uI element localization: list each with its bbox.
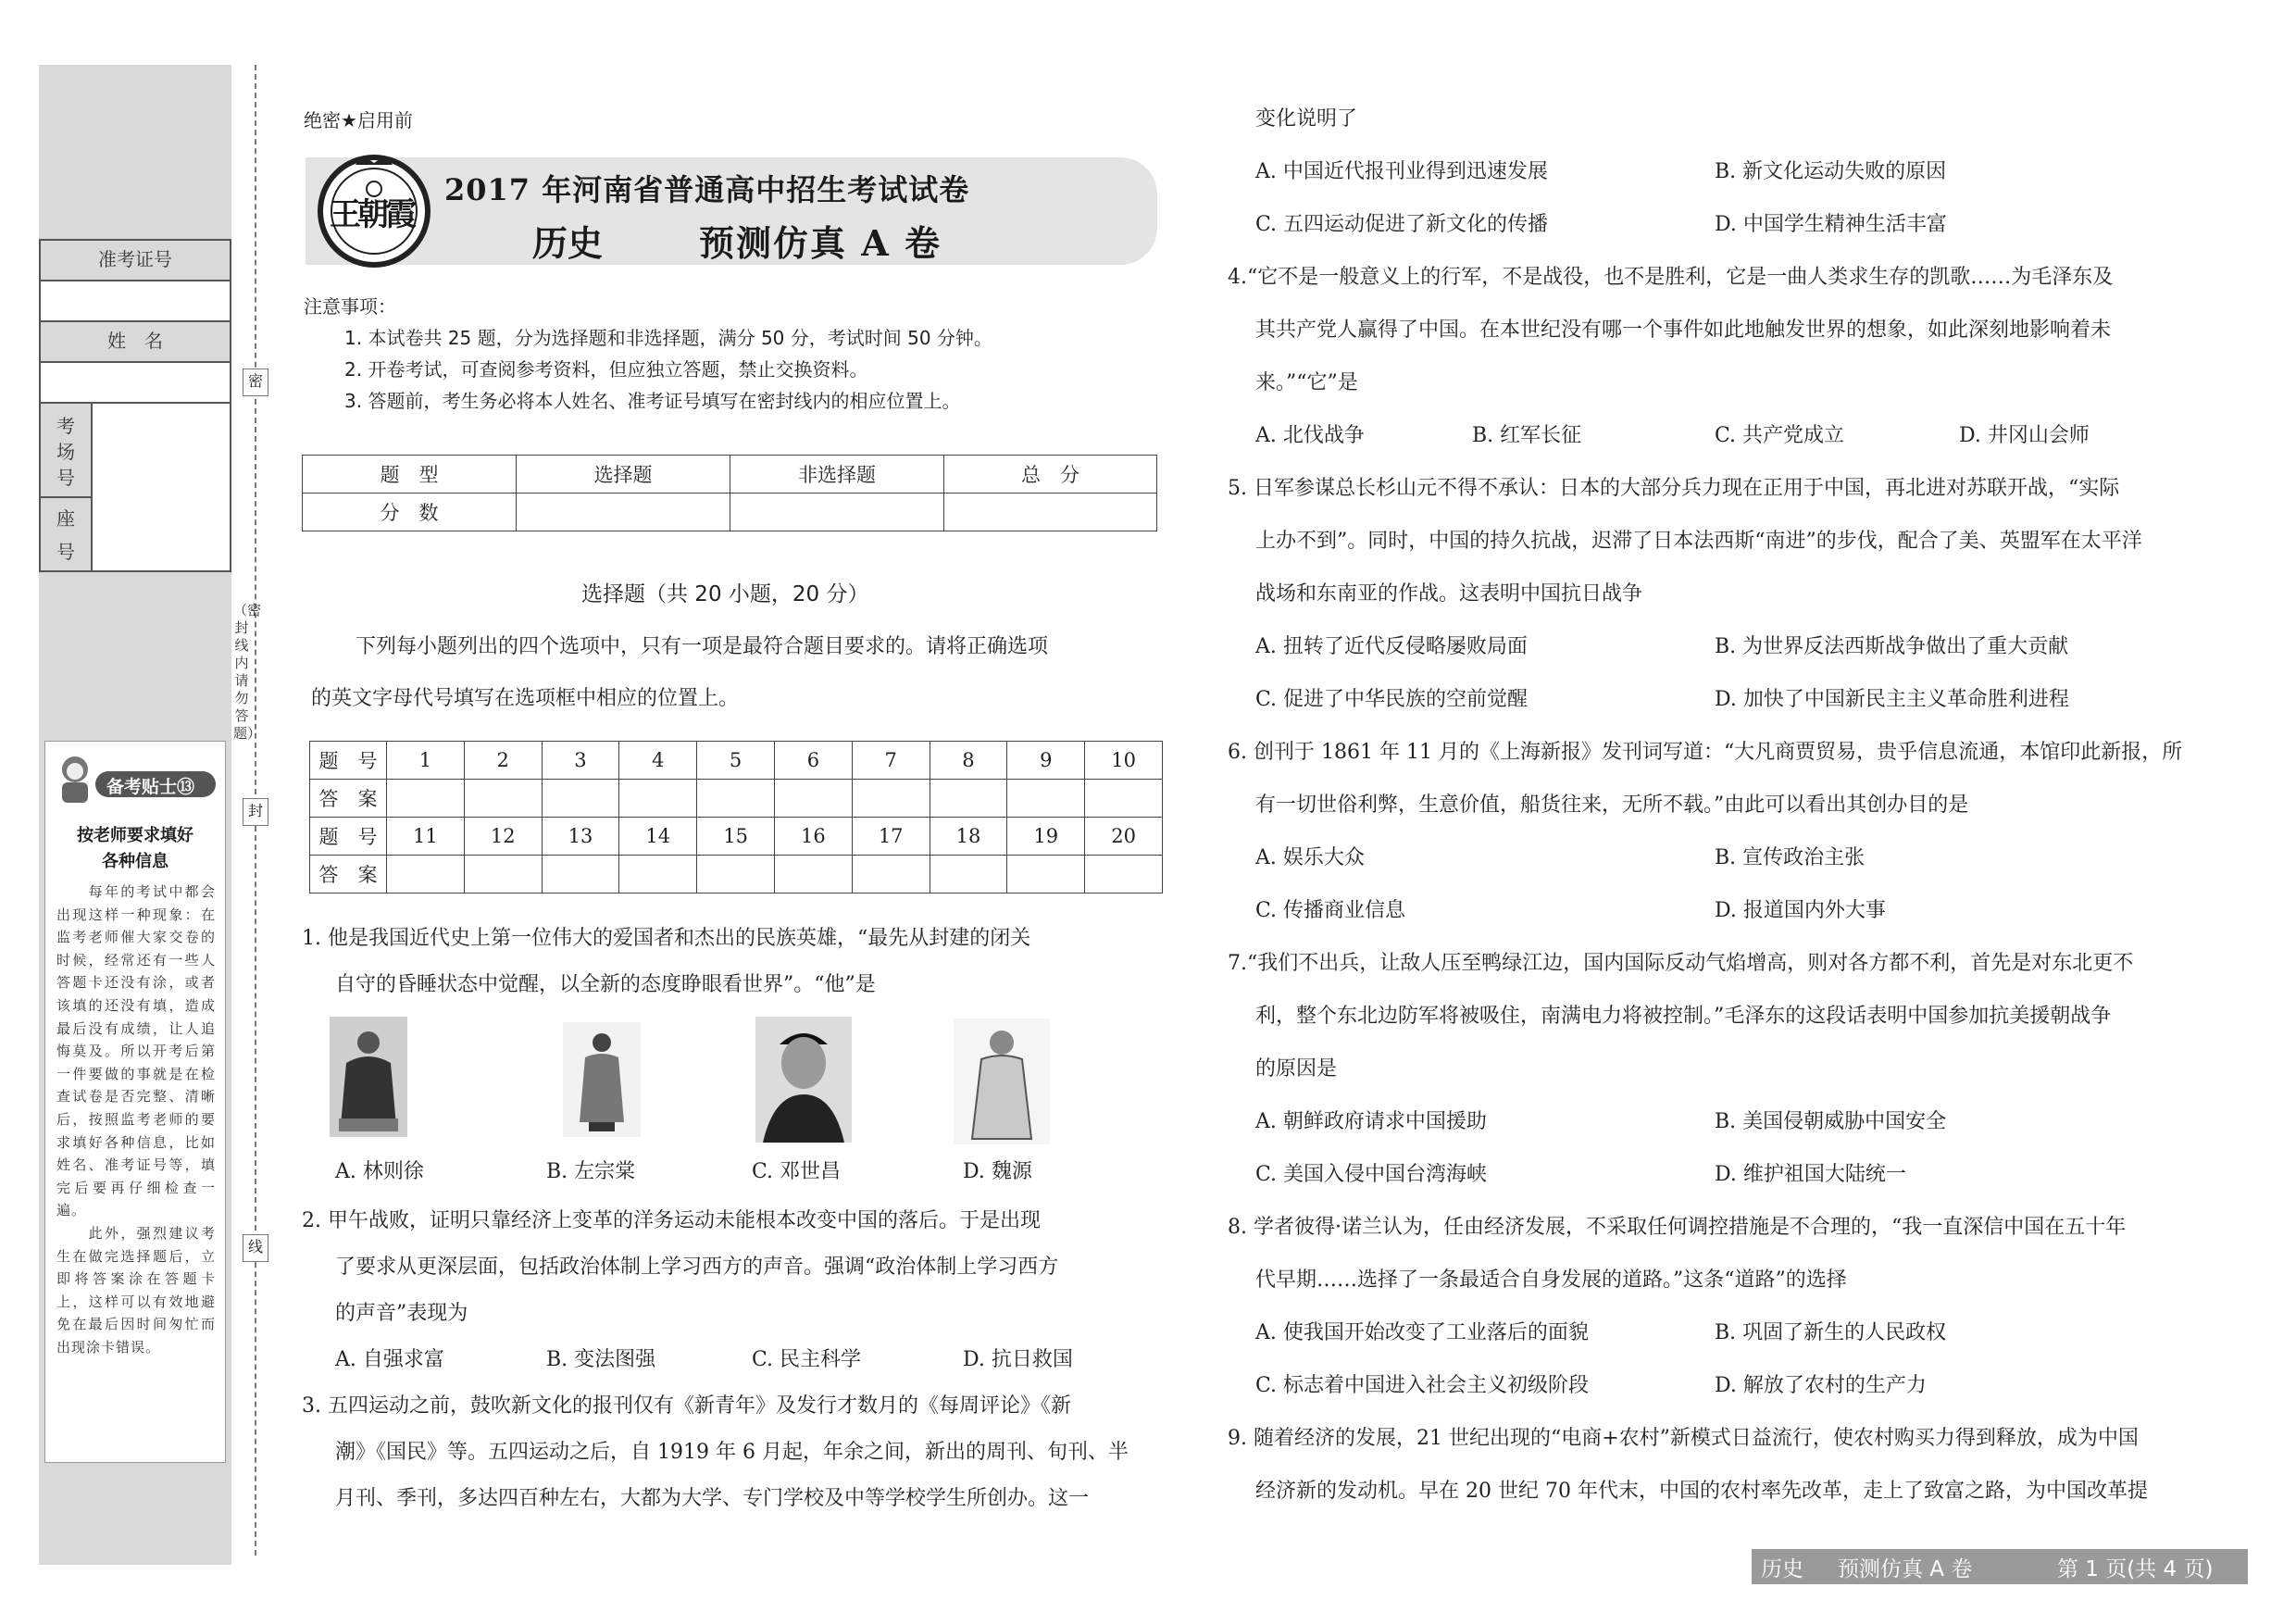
tips-body: 每年的考试中都会出现这样一种现象：在监考老师催大家交卷的时候，经常还有一些人答题卡还没有涂，或者该填的还没有填，造成最后没有成绩，让人追悔莫及。所以开考后第一件要做的事就是在检查试卷是否完整、清晰后，按照监考老师的要求填好各种信息，比如姓名、准考证号等，填完后要再仔细检查一遍。 此外，强烈建议考生在做完选择题后，立即将答案涂在答题卡上，这样可以有效地避免在最后因时间匆忙而出现涂卡错误。 (56, 883, 216, 1356)
seal-mi-box: 密 (243, 369, 268, 396)
q7-option-d[interactable]: D. 维护祖国大陆统一 (1715, 1163, 1906, 1186)
q1-option-c[interactable]: C. 邓世昌 (752, 1160, 842, 1183)
q1-line-2: 自守的昏睡状态中觉醒，以全新的态度睁眼看世界”。“他”是 (335, 973, 876, 996)
answer-cell[interactable] (1085, 856, 1163, 893)
q6-option-d[interactable]: D. 报道国内外大事 (1715, 899, 1886, 922)
notice-item-1: 1. 本试卷共 25 题，分为选择题和非选择题，满分 50 分，考试时间 50 分钟。 (344, 327, 992, 349)
q7-option-c[interactable]: C. 美国入侵中国台湾海峡 (1255, 1163, 1488, 1186)
q8-line-1: 8. 学者彼得·诺兰认为，任由经济发展，不采取任何调控措施是不合理的，“我一直深信中国在五十年 (1228, 1216, 2127, 1239)
choice-instruction-2: 的英文字母代号填写在选项框中相应的位置上。 (311, 687, 740, 710)
q6-option-b[interactable]: B. 宣传政治主张 (1715, 846, 1866, 869)
answer-num: 18 (930, 818, 1007, 856)
answer-num: 14 (619, 818, 697, 856)
name-field[interactable] (41, 363, 230, 404)
q9-line-2: 经济新的发动机。早在 20 世纪 70 年代末，中国的农村率先改革，走上了致富之路，为中国改革提 (1255, 1480, 2148, 1503)
answer-cell[interactable] (1007, 780, 1085, 818)
answer-num: 10 (1085, 742, 1163, 780)
q1-option-b[interactable]: B. 左宗棠 (546, 1160, 636, 1183)
q9-line-1: 9. 随着经济的发展，21 世纪出现的“电商+农村”新模式日益流行，使农村购买力得到释放，成为中国 (1228, 1427, 2139, 1450)
q7-line-2: 利，整个东北边防军将被吸住，南满电力将被控制。”毛泽东的这段话表明中国参加抗美援朝战争 (1255, 1005, 2112, 1028)
answer-num-label: 题 号 (310, 742, 387, 780)
room-field[interactable] (93, 404, 230, 500)
q4-line-2: 其共产党人赢得了中国。在本世纪没有哪一个事件如此地触发世界的想象，如此深刻地影响着未 (1255, 319, 2112, 342)
answer-label: 答 案 (310, 856, 387, 893)
notice-heading: 注意事项： (304, 295, 396, 318)
q3-line-4: 变化说明了 (1255, 107, 1358, 131)
q2-option-c[interactable]: C. 民主科学 (752, 1348, 862, 1371)
answer-num: 7 (852, 742, 930, 780)
q8-option-c[interactable]: C. 标志着中国进入社会主义初级阶段 (1255, 1374, 1590, 1397)
q7-line-1: 7.“我们不出兵，让敌人压至鸭绿江边，国内国际反动气焰增高，则对各方都不利，首先是对东北更不 (1228, 952, 2134, 975)
seal-xian-box: 线 (243, 1234, 268, 1262)
footer-version: 预测仿真 A 卷 (1838, 1557, 1973, 1581)
answer-num: 8 (930, 742, 1007, 780)
q8-option-a[interactable]: A. 使我国开始改变了工业落后的面貌 (1255, 1321, 1589, 1344)
tips-title: 按老师要求填好 各种信息 (77, 826, 193, 871)
q3-line-3: 月刊、季刊，多达四百种左右，大都为大学、专门学校及中等学校学生所创办。这一 (335, 1487, 1090, 1510)
q4-option-a[interactable]: A. 北伐战争 (1255, 424, 1365, 447)
q8-line-2: 代早期……选择了一条最适合自身发展的道路。”这条“道路”的选择 (1255, 1268, 1847, 1292)
q5-line-1: 5. 日军参谋总长杉山元不得不承认：日本的大部分兵力现在正用于中国，再北进对苏联开战，“实际 (1228, 477, 2120, 500)
candidate-info-table (39, 239, 231, 572)
score-header-choice: 选择题 (517, 456, 730, 494)
q3-option-a[interactable]: A. 中国近代报刊业得到迅速发展 (1255, 160, 1548, 183)
q5-option-a[interactable]: A. 扭转了近代反侵略屡败局面 (1255, 635, 1528, 658)
q1-option-d[interactable]: D. 魏源 (963, 1160, 1032, 1183)
answer-num: 4 (619, 742, 697, 780)
q6-line-2: 有一切世俗利弊，生意价值，船货往来，无所不载。”由此可以看出其创办目的是 (1255, 794, 1969, 817)
footer-subject: 历史 (1761, 1557, 1803, 1581)
score-table (302, 455, 1157, 531)
answer-cell[interactable] (542, 856, 619, 893)
q3-line-2: 潮》《国民》等。五四运动之后，自 1919 年 6 月起，年余之间，新出的周刊、旬刊、半 (335, 1441, 1129, 1464)
seat-field[interactable] (93, 498, 230, 570)
answer-num: 20 (1085, 818, 1163, 856)
answer-cell[interactable] (930, 780, 1007, 818)
answer-cell[interactable] (774, 780, 852, 818)
answer-cell[interactable] (852, 780, 930, 818)
q3-option-d[interactable]: D. 中国学生精神生活丰富 (1715, 213, 1947, 236)
answer-num: 12 (464, 818, 542, 856)
answer-num: 17 (852, 818, 930, 856)
answer-cell[interactable] (1085, 780, 1163, 818)
answer-num: 2 (464, 742, 542, 780)
answer-cell[interactable] (852, 856, 930, 893)
name-label: 姓 名 (41, 322, 230, 363)
notice-item-2: 2. 开卷考试，可查阅参考资料，但应独立答题，禁止交换资料。 (344, 358, 868, 381)
q2-line-2: 了要求从更深层面，包括政治体制上学习西方的声音。强调“政治体制上学习西方 (335, 1256, 1059, 1279)
room-label: 考场号 (41, 404, 93, 498)
portrait-lin-zexu-image (330, 1017, 407, 1137)
answer-num: 13 (542, 818, 619, 856)
tips-badge: 备考贴士⑬ (106, 777, 195, 797)
q4-option-b[interactable]: B. 红军长征 (1472, 424, 1582, 447)
q6-line-1: 6. 创刊于 1861 年 11 月的《上海新报》发刊词写道：“大凡商贾贸易，贵乎信息流通，本馆印此新报，所 (1228, 741, 2183, 764)
answer-label: 答 案 (310, 780, 387, 818)
subject-title: 历史 (532, 222, 604, 264)
answer-grid (309, 741, 1163, 893)
answer-cell[interactable] (930, 856, 1007, 893)
answer-cell[interactable] (774, 856, 852, 893)
answer-cell[interactable] (1007, 856, 1085, 893)
q2-option-d[interactable]: D. 抗日救国 (963, 1348, 1073, 1371)
choice-section-title: 选择题（共 20 小题，20 分） (581, 582, 869, 606)
q5-option-b[interactable]: B. 为世界反法西斯战争做出了重大贡献 (1715, 635, 2069, 658)
answer-num: 1 (387, 742, 465, 780)
q6-option-a[interactable]: A. 娱乐大众 (1255, 846, 1365, 869)
answer-num: 5 (697, 742, 775, 780)
answer-num: 15 (697, 818, 775, 856)
answer-cell[interactable] (619, 856, 697, 893)
answer-cell[interactable] (387, 856, 465, 893)
answer-cell[interactable] (697, 780, 775, 818)
q2-line-3: 的声音”表现为 (335, 1302, 468, 1325)
exam-id-field[interactable] (41, 281, 230, 322)
score-header-total: 总 分 (944, 456, 1157, 494)
answer-num: 11 (387, 818, 465, 856)
exam-id-label: 准考证号 (41, 241, 230, 281)
tips-header (55, 749, 218, 805)
answer-cell[interactable] (387, 780, 465, 818)
footer-page-number: 第 1 页(共 4 页) (2057, 1557, 2214, 1581)
q4-option-d[interactable]: D. 井冈山会师 (1959, 424, 2090, 447)
q2-option-b[interactable]: B. 变法图强 (546, 1348, 656, 1371)
q7-line-3: 的原因是 (1255, 1057, 1338, 1081)
q5-line-3: 战场和东南亚的作战。这表明中国抗日战争 (1255, 582, 1643, 606)
q3-option-b[interactable]: B. 新文化运动失败的原因 (1715, 160, 1947, 183)
q1-option-a[interactable]: A. 林则徐 (335, 1160, 424, 1183)
q6-option-c[interactable]: C. 传播商业信息 (1255, 899, 1406, 922)
score-cell-nonchoice[interactable] (730, 494, 944, 531)
answer-num-label: 题 号 (310, 818, 387, 856)
answer-cell[interactable] (464, 856, 542, 893)
q7-option-b[interactable]: B. 美国侵朝威胁中国安全 (1715, 1110, 1947, 1133)
q2-line-1: 2. 甲午战败，证明只靠经济上变革的洋务运动未能根本改变中国的落后。于是出现 (302, 1209, 1041, 1232)
portrait-deng-shichang-image (755, 1017, 852, 1143)
answer-cell[interactable] (619, 780, 697, 818)
score-cell-total[interactable] (944, 494, 1157, 531)
q8-option-b[interactable]: B. 巩固了新生的人民政权 (1715, 1321, 1947, 1344)
q3-line-1: 3. 五四运动之前，鼓吹新文化的报刊仅有《新青年》及发行才数月的《每周评论》《新 (302, 1394, 1071, 1418)
q4-line-3: 来。”“它”是 (1255, 371, 1358, 394)
exam-title: 2017 年河南省普通高中招生考试试卷 (444, 172, 970, 207)
q7-option-a[interactable]: A. 朝鲜政府请求中国援助 (1255, 1110, 1487, 1133)
q4-line-1: 4.“它不是一般意义上的行军，不是战役，也不是胜利，它是一曲人类求生存的凯歌……为毛泽东及 (1228, 266, 2114, 289)
notice-item-3: 3. 答题前，考生务必将本人姓名、准考证号填写在密封线内的相应位置上。 (344, 390, 961, 412)
exam-tips-box (44, 741, 226, 1463)
q3-option-c[interactable]: C. 五四运动促进了新文化的传播 (1255, 213, 1549, 236)
portrait-wei-yuan-image (954, 1018, 1050, 1144)
seal-note: （密封线内请勿答题） (233, 602, 262, 742)
q8-option-d[interactable]: D. 解放了农村的生产力 (1715, 1374, 1927, 1397)
answer-num: 6 (774, 742, 852, 780)
q1-line-1: 1. 他是我国近代史上第一位伟大的爱国者和杰出的民族英雄，“最先从封建的闭关 (302, 927, 1031, 950)
answer-cell[interactable] (464, 780, 542, 818)
q4-option-c[interactable]: C. 共产党成立 (1715, 424, 1845, 447)
q5-option-d[interactable]: D. 加快了中国新民主主义革命胜利进程 (1715, 688, 2069, 711)
score-cell-choice[interactable] (517, 494, 730, 531)
choice-instruction-1: 下列每小题列出的四个选项中，只有一项是最符合题目要求的。请将正确选项 (356, 635, 1049, 658)
answer-num: 16 (774, 818, 852, 856)
answer-num: 19 (1007, 818, 1085, 856)
version-title: 预测仿真 A 卷 (699, 222, 942, 264)
seat-label: 座号 (41, 498, 93, 570)
answer-num: 3 (542, 742, 619, 780)
seal-feng-box: 封 (243, 798, 268, 826)
score-header-nonchoice: 非选择题 (730, 456, 944, 494)
secret-mark: 绝密★启用前 (304, 109, 413, 131)
answer-cell[interactable] (542, 780, 619, 818)
portrait-zuo-zongtang-image (563, 1022, 641, 1137)
answer-num: 9 (1007, 742, 1085, 780)
publisher-logo-text: 王朝霞 (330, 196, 413, 233)
q2-option-a[interactable]: A. 自强求富 (335, 1348, 444, 1371)
q5-option-c[interactable]: C. 促进了中华民族的空前觉醒 (1255, 688, 1529, 711)
answer-cell[interactable] (697, 856, 775, 893)
score-row-label: 分 数 (303, 494, 517, 531)
q5-line-2: 上办不到”。同时，中国的持久抗战，迟滞了日本法西斯“南进”的步伐，配合了美、英盟军在太平洋 (1255, 530, 2142, 553)
score-header-type: 题 型 (303, 456, 517, 494)
